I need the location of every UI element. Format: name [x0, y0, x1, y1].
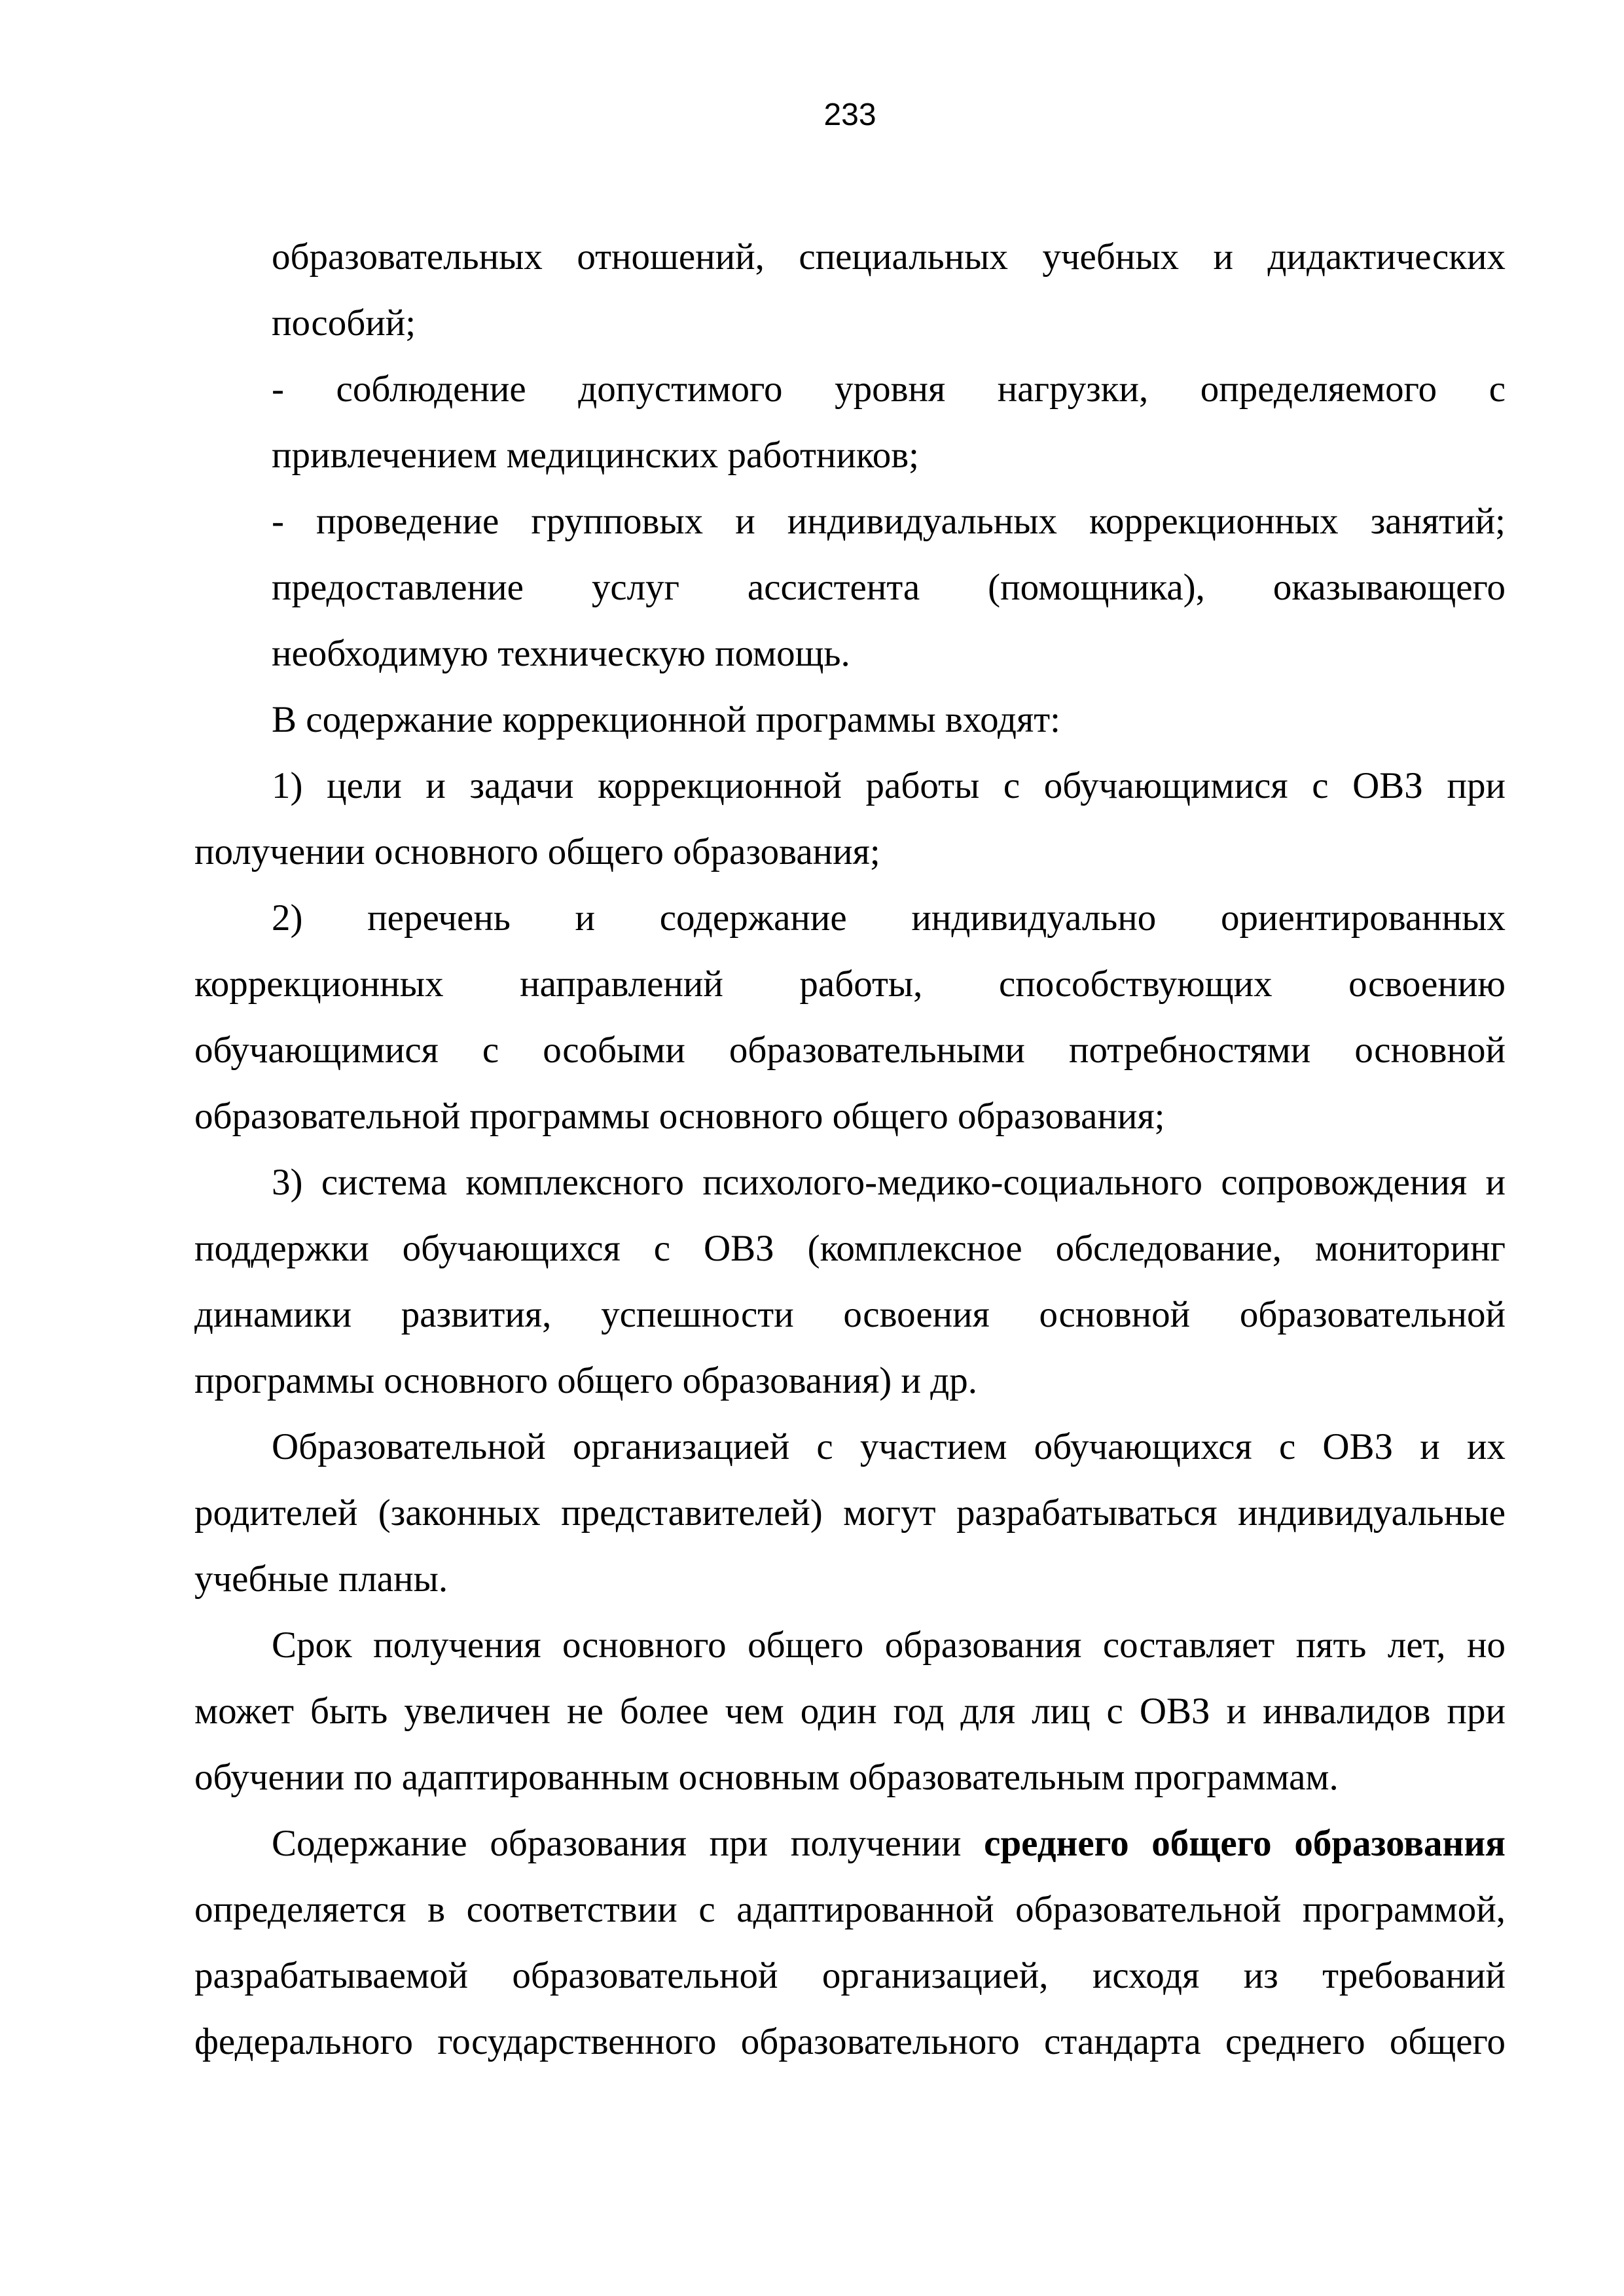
paragraph [194, 885, 1506, 1149]
text-line [194, 1876, 1506, 1943]
text-run: образовательной программы основного общего образования; [194, 1096, 1165, 1137]
text-run: динамики развития, успешности освоения основной образовательной [194, 1294, 1506, 1335]
paragraph [194, 1414, 1506, 1612]
text-run: обучающимися с особыми образовательными потребностями основной [194, 1030, 1506, 1071]
paragraph [272, 488, 1506, 687]
text-run: определяется в соответствии с адаптированной образовательной программой, [194, 1889, 1506, 1930]
text-line [272, 620, 1506, 687]
text-line [194, 1215, 1506, 1282]
text-line [194, 1282, 1506, 1348]
text-run: В содержание коррекционной программы входят: [272, 699, 1060, 740]
text-line [194, 1546, 1506, 1612]
text-run: 3) система комплексного психолого-медико-социального сопровождения и [272, 1162, 1506, 1203]
text-line [272, 224, 1506, 290]
text-run: образовательных отношений, специальных учебных и дидактических [272, 236, 1506, 278]
text-run: 1) цели и задачи коррекционной работы с обучающимися с ОВЗ при [272, 765, 1506, 806]
text-run: 2) перечень и содержание индивидуально ориентированных [272, 897, 1506, 939]
text-run: предоставление услуг ассистента (помощника), оказывающего [272, 567, 1506, 608]
text-line [194, 1943, 1506, 2009]
text-run: учебные планы. [194, 1558, 448, 1600]
paragraph [194, 1810, 1506, 2075]
text-line [194, 1149, 1506, 1215]
text-run: Содержание образования при получении [272, 1823, 984, 1864]
text-line [272, 554, 1506, 620]
text-run: привлечением медицинских работников; [272, 435, 919, 476]
text-line [194, 1744, 1506, 1810]
paragraph [194, 1612, 1506, 1810]
page-number: 233 [823, 98, 876, 132]
paragraph [194, 1149, 1506, 1414]
text-line [272, 422, 1506, 488]
text-line [194, 1678, 1506, 1744]
bold-text-run: среднего общего образования [984, 1823, 1506, 1864]
text-line [194, 1612, 1506, 1678]
text-line [194, 1083, 1506, 1149]
text-line [272, 356, 1506, 422]
text-line [272, 290, 1506, 356]
text-run: родителей (законных представителей) могут разрабатываться индивидуальные [194, 1492, 1506, 1534]
text-line [194, 687, 1506, 753]
text-run: может быть увеличен не более чем один год для лиц с ОВЗ и инвалидов при [194, 1691, 1506, 1732]
text-run: Срок получения основного общего образования составляет пять лет, но [272, 1624, 1506, 1666]
text-run: обучении по адаптированным основным образовательным программам. [194, 1757, 1339, 1798]
text-run: пособий; [272, 302, 416, 344]
paragraph [194, 753, 1506, 885]
text-line [194, 1480, 1506, 1546]
text-line [194, 819, 1506, 885]
text-line [194, 753, 1506, 819]
text-line [194, 2009, 1506, 2075]
text-line [194, 1017, 1506, 1083]
text-line [194, 1414, 1506, 1480]
paragraph [194, 687, 1506, 753]
text-run: - проведение групповых и индивидуальных коррекционных занятий; [272, 501, 1506, 542]
text-run: федерального государственного образовательного стандарта среднего общего [194, 2021, 1506, 2062]
paragraph [272, 224, 1506, 356]
text-run: программы основного общего образования) и др. [194, 1360, 978, 1401]
text-run: - соблюдение допустимого уровня нагрузки, определяемого с [272, 368, 1506, 410]
text-run: поддержки обучающихся с ОВЗ (комплексное обследование, мониторинг [194, 1228, 1506, 1269]
text-line [194, 1348, 1506, 1414]
text-run: Образовательной организацией с участием обучающихся с ОВЗ и их [272, 1426, 1506, 1467]
text-run: разрабатываемой образовательной организацией, исходя из требований [194, 1955, 1506, 1996]
text-line [194, 1810, 1506, 1876]
text-block [194, 224, 1506, 2075]
text-run: необходимую техническую помощь. [272, 633, 850, 674]
text-line [194, 951, 1506, 1017]
paragraph [272, 356, 1506, 488]
text-line [272, 488, 1506, 554]
text-run: коррекционных направлений работы, способствующих освоению [194, 963, 1506, 1005]
text-run: получении основного общего образования; [194, 831, 880, 872]
text-line [194, 885, 1506, 951]
